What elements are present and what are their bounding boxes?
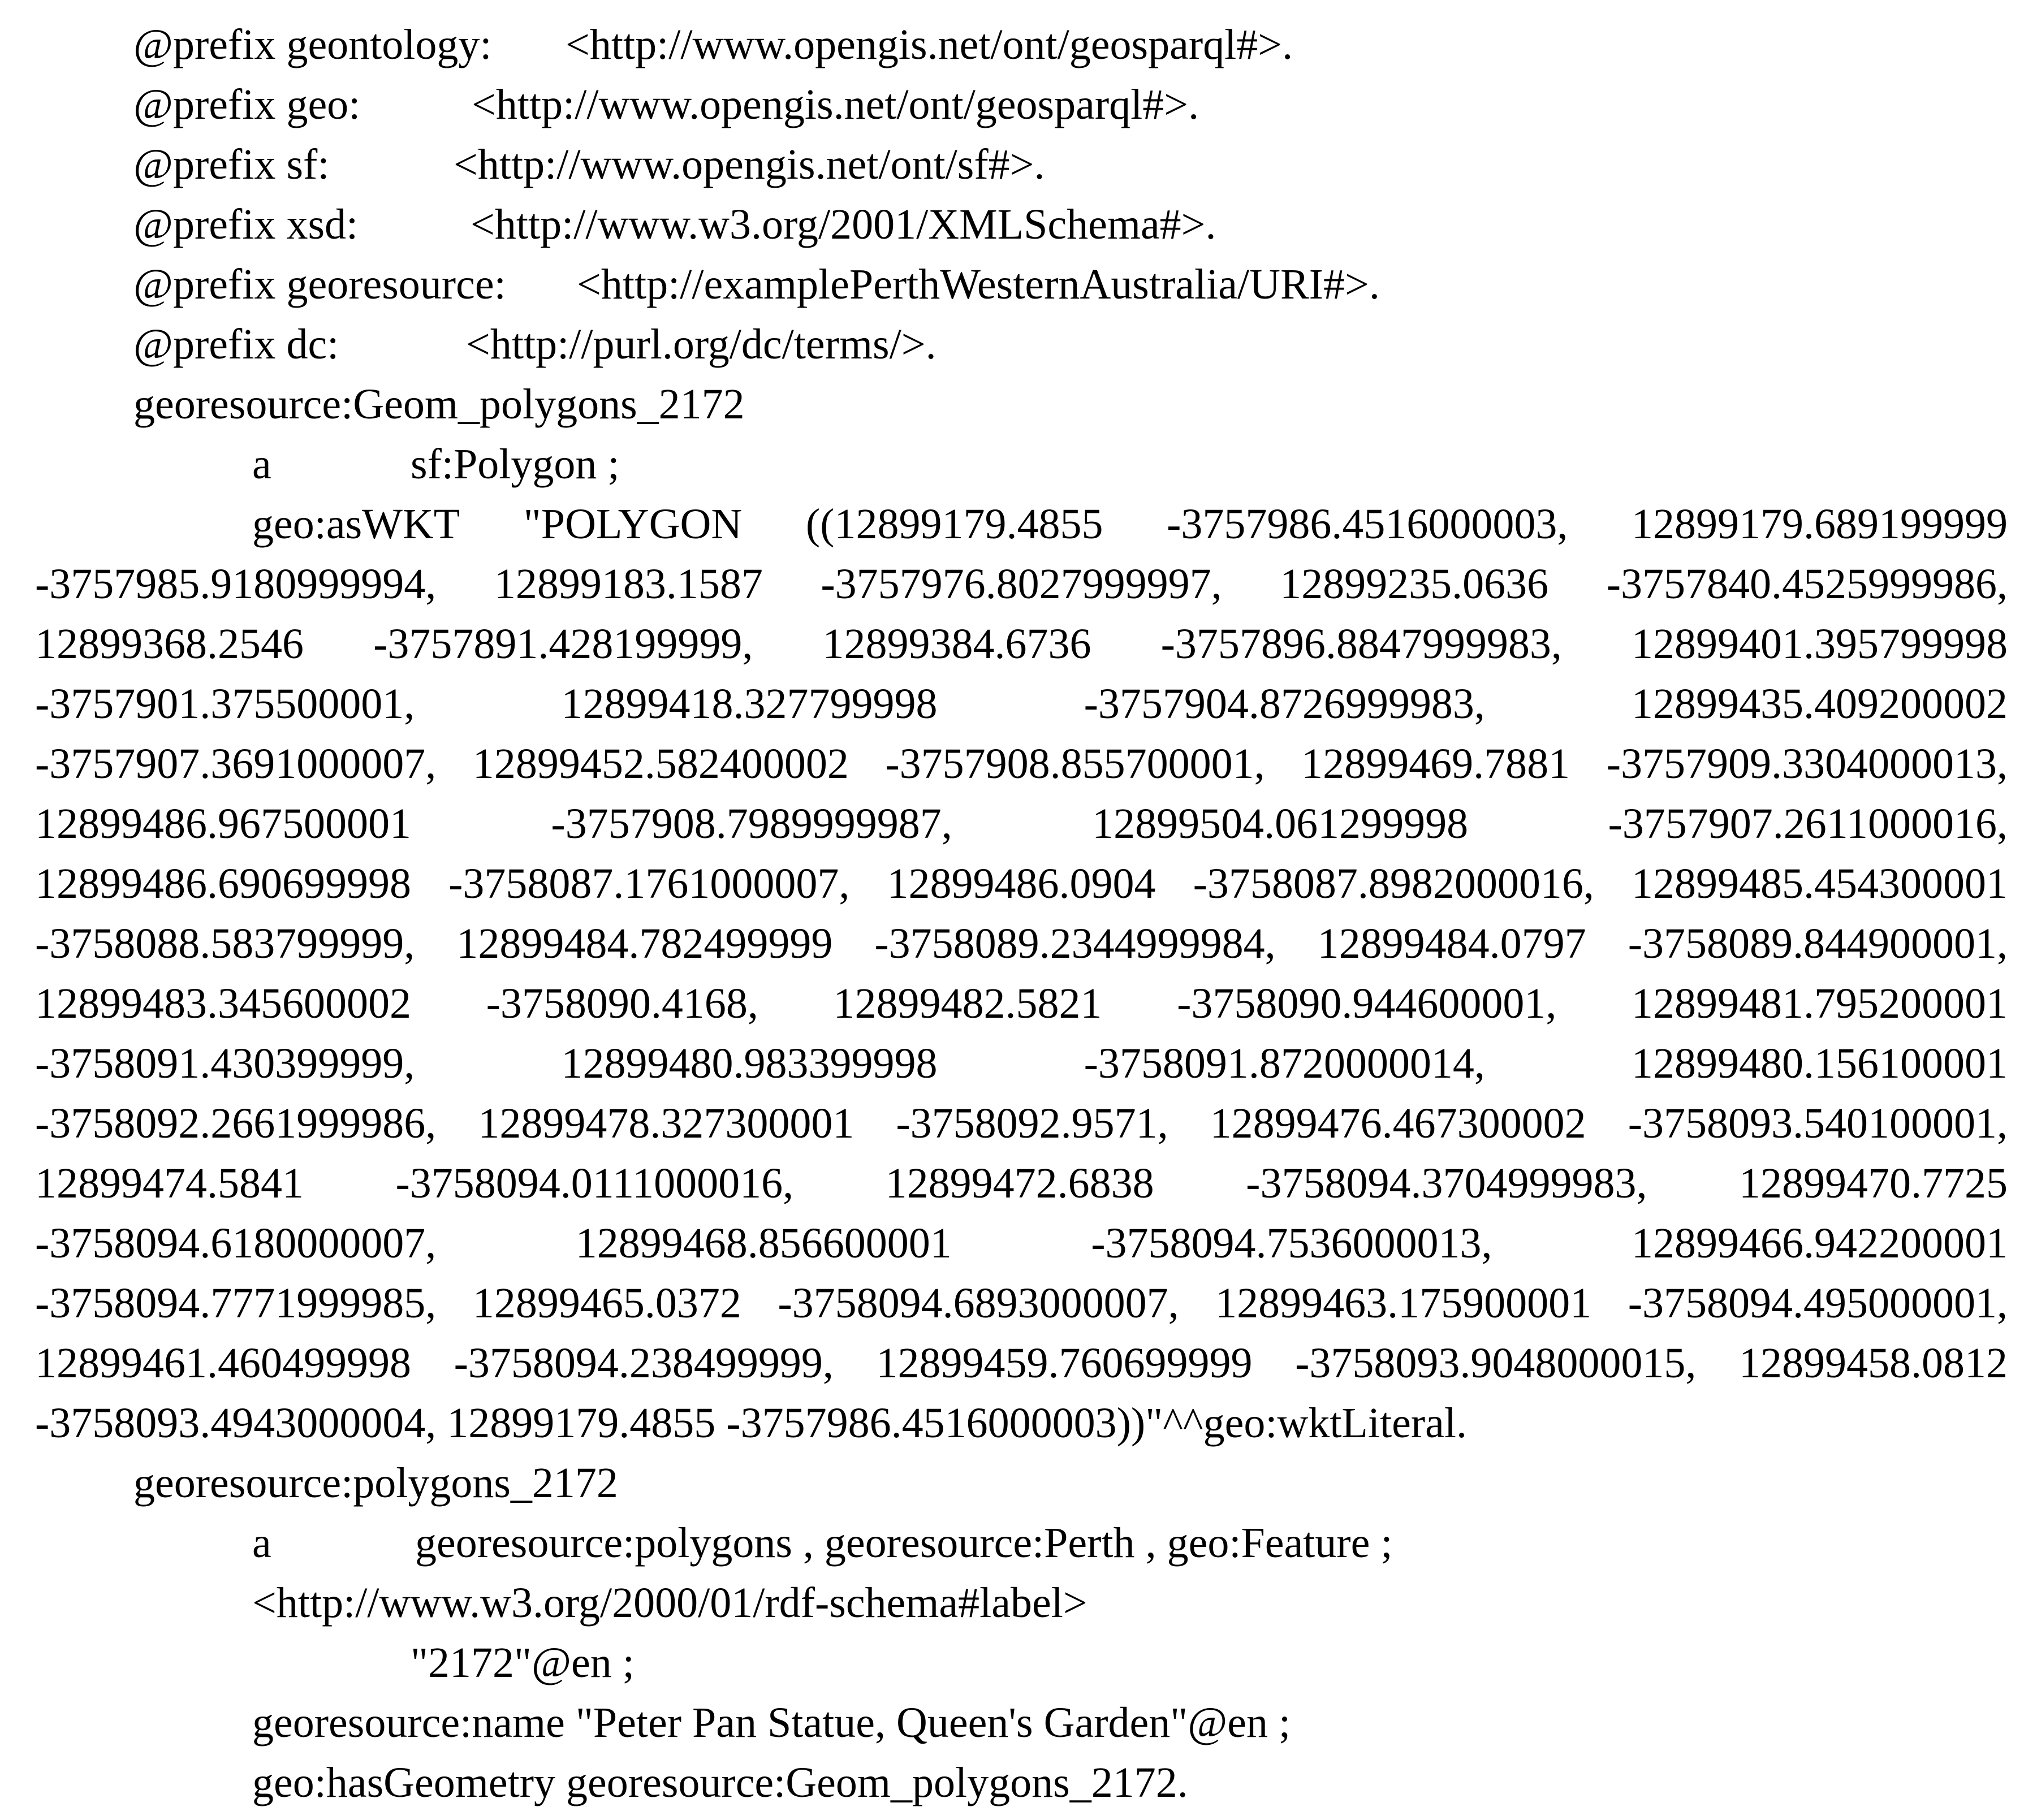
wkt-token: -3758094.6893000007, (778, 1279, 1179, 1327)
wkt-token: -3757840.4525999986, (1606, 560, 2008, 608)
wkt-last-line: -3758093.4943000004, 12899179.4855 -3757986.4516000003))"^^geo:wktLiteral. (35, 1399, 1467, 1447)
wkt-token: -3758094.7771999985, (35, 1279, 437, 1327)
wkt-token: 12899368.2546 (35, 620, 304, 668)
wkt-line (35, 1093, 2008, 1153)
wkt-token: 12899476.467300002 (1210, 1100, 1586, 1147)
wkt-token: 12899458.0812 (1739, 1339, 2008, 1387)
wkt-token: -3757901.375500001, (35, 680, 415, 728)
prefix-iri: <http://www.opengis.net/ont/geosparql#>. (472, 81, 1199, 128)
prefix-keyword: @prefix sf: (133, 141, 330, 188)
wkt-token: 12899478.327300001 (478, 1100, 855, 1147)
label-value: "2172"@en ; (411, 1639, 635, 1687)
wkt-line (35, 1333, 2008, 1393)
wkt-token: 12899470.7725 (1738, 1160, 2008, 1207)
wkt-token: 12899465.0372 (472, 1279, 741, 1327)
wkt-token: -3758087.8982000016, (1193, 860, 1594, 907)
wkt-token: -3758089.2344999984, (874, 920, 1276, 967)
feature-type-value: georesource:polygons , georesource:Perth , geo:Feature ; (415, 1519, 1393, 1567)
wkt-token: -3758089.844900001, (1628, 920, 2008, 967)
wkt-token: -3757908.855700001, (885, 740, 1265, 788)
wkt-token: -3757909.3304000013, (1606, 740, 2008, 788)
prefix-iri: <http://purl.org/dc/terms/>. (466, 321, 937, 368)
wkt-token: -3757891.428199999, (373, 620, 753, 668)
wkt-token: 12899468.856600001 (575, 1220, 952, 1267)
geometry-type-keyword: a (252, 440, 271, 488)
wkt-token: 12899486.967500001 (35, 800, 411, 848)
wkt-token: -3757896.8847999983, (1160, 620, 1562, 668)
wkt-token: 12899418.327799998 (561, 680, 938, 728)
geometry-type-value: sf:Polygon ; (411, 440, 620, 488)
wkt-token: 12899461.460499998 (35, 1339, 411, 1387)
wkt-token: 12899459.760699999 (876, 1339, 1253, 1387)
wkt-token: 12899466.942200001 (1631, 1220, 2008, 1267)
wkt-token: 12899235.0636 (1280, 560, 1549, 608)
wkt-line (35, 1213, 2008, 1273)
wkt-token: -3758094.6180000007, (35, 1220, 437, 1267)
wkt-line (35, 614, 2008, 674)
wkt-token: -3758094.0111000016, (395, 1160, 794, 1207)
wkt-token: -3757904.8726999983, (1084, 680, 1485, 728)
name-statement: georesource:name "Peter Pan Statue, Queen's Garden"@en ; (252, 1699, 1291, 1746)
wkt-token: -3758091.8720000014, (1084, 1040, 1485, 1087)
prefix-keyword: @prefix geontology: (133, 21, 492, 68)
wkt-token: 12899401.395799998 (1632, 620, 2008, 668)
prefix-keyword: @prefix georesource: (133, 261, 506, 308)
wkt-token: -3758094.3704999983, (1246, 1160, 1647, 1207)
wkt-token: -3757985.9180999994, (35, 560, 437, 608)
prefix-iri: <http://www.opengis.net/ont/sf#>. (454, 141, 1045, 188)
wkt-token: -3758088.583799999, (35, 920, 415, 967)
wkt-predicate: geo:asWKT (252, 500, 460, 548)
wkt-token: 12899480.156100001 (1632, 1040, 2008, 1087)
wkt-token: 12899469.7881 (1301, 740, 1570, 788)
wkt-token: 12899183.1587 (494, 560, 763, 608)
wkt-line (35, 1273, 2008, 1333)
prefix-iri: <http://www.opengis.net/ont/geosparql#>. (566, 21, 1293, 68)
wkt-token: -3758094.495000001, (1628, 1279, 2008, 1327)
wkt-token: "POLYGON (523, 500, 743, 548)
wkt-token: 12899483.345600002 (35, 980, 411, 1027)
label-predicate: <http://www.w3.org/2000/01/rdf-schema#label> (252, 1579, 1087, 1627)
prefix-iri: <http://examplePerthWesternAustralia/URI#>. (577, 261, 1380, 308)
wkt-line (35, 854, 2008, 914)
wkt-line (35, 674, 2008, 734)
prefix-keyword: @prefix geo: (133, 81, 361, 128)
prefix-keyword: @prefix dc: (133, 321, 339, 368)
wkt-token: -3758087.1761000007, (448, 860, 850, 907)
wkt-token: 12899485.454300001 (1632, 860, 2008, 907)
wkt-token: 12899179.689199999 (1631, 500, 2008, 548)
wkt-token: -3758090.944600001, (1177, 980, 1557, 1027)
feature-subject: georesource:polygons_2172 (133, 1459, 618, 1507)
wkt-token: -3757907.3691000007, (35, 740, 437, 788)
wkt-token: 12899384.6736 (822, 620, 1091, 668)
feature-type-keyword: a (252, 1519, 271, 1567)
wkt-line (35, 914, 2008, 974)
wkt-token: 12899486.690699998 (35, 860, 411, 907)
wkt-token: -3758091.430399999, (35, 1040, 415, 1087)
wkt-token: -3758092.9571, (896, 1100, 1168, 1147)
wkt-token: 12899463.175900001 (1215, 1279, 1592, 1327)
wkt-token: -3757976.8027999997, (821, 560, 1222, 608)
wkt-line (35, 794, 2008, 854)
has-geometry-statement: geo:hasGeometry georesource:Geom_polygons_2172. (252, 1759, 1188, 1806)
wkt-line (35, 974, 2008, 1034)
prefix-iri: <http://www.w3.org/2001/XMLSchema#>. (471, 201, 1216, 248)
wkt-token: 12899435.409200002 (1632, 680, 2008, 728)
wkt-token: -3758093.9048000015, (1295, 1339, 1697, 1387)
wkt-token: -3758092.2661999986, (35, 1100, 437, 1147)
wkt-line (35, 734, 2008, 794)
wkt-token: 12899472.6838 (885, 1160, 1154, 1207)
wkt-token: 12899452.582400002 (472, 740, 849, 788)
wkt-token: ((12899179.4855 (805, 500, 1103, 548)
wkt-token: 12899486.0904 (887, 860, 1156, 907)
wkt-token: 12899484.0797 (1317, 920, 1586, 967)
wkt-token: 12899482.5821 (833, 980, 1102, 1027)
wkt-token: -3757907.2611000016, (1608, 800, 2008, 848)
wkt-token: -3757986.4516000003, (1167, 500, 1568, 548)
wkt-line (35, 1034, 2008, 1093)
wkt-token: -3758090.4168, (486, 980, 758, 1027)
wkt-token: 12899504.061299998 (1092, 800, 1469, 848)
wkt-token: -3758094.7536000013, (1091, 1220, 1492, 1267)
prefix-keyword: @prefix xsd: (133, 201, 359, 248)
wkt-line (35, 554, 2008, 614)
geometry-subject: georesource:Geom_polygons_2172 (133, 381, 745, 428)
wkt-token: 12899484.782499999 (456, 920, 833, 967)
wkt-token: 12899480.983399998 (561, 1040, 938, 1087)
wkt-token: 12899474.5841 (35, 1160, 304, 1207)
wkt-token: -3758094.238499999, (454, 1339, 834, 1387)
wkt-line (252, 494, 2008, 554)
wkt-token: -3758093.540100001, (1628, 1100, 2008, 1147)
wkt-line (35, 1153, 2008, 1213)
wkt-token: 12899481.795200001 (1632, 980, 2008, 1027)
wkt-token: -3757908.7989999987, (551, 800, 952, 848)
